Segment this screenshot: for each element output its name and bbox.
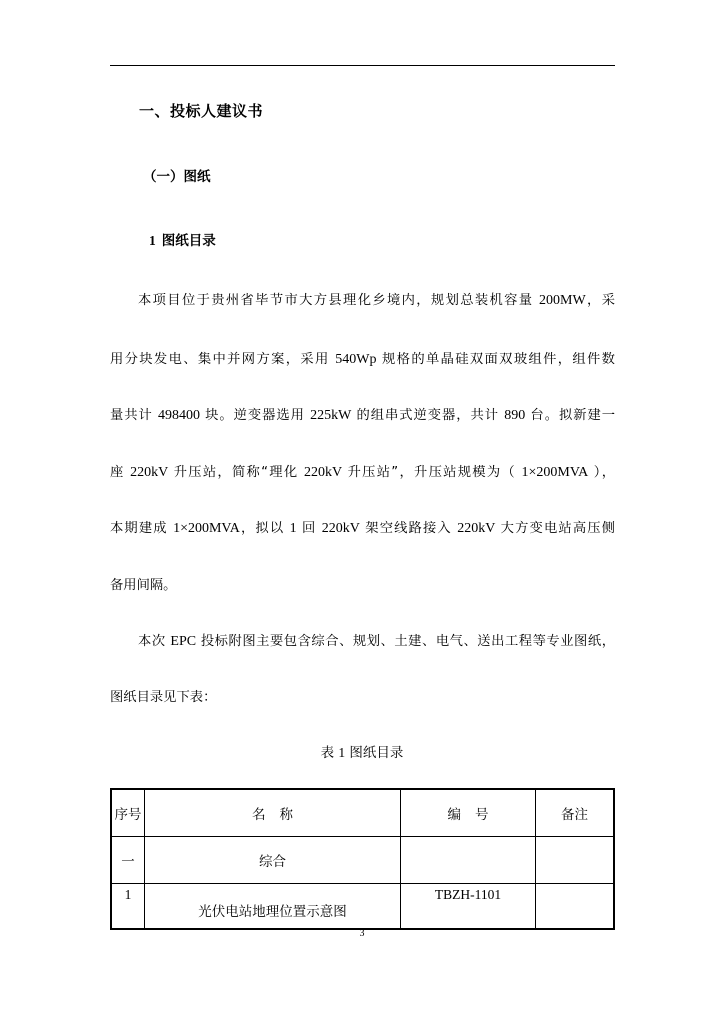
paragraph-line: 图纸目录见下表： xyxy=(110,690,217,705)
row-note xyxy=(536,884,615,930)
page-number: 3 xyxy=(359,928,365,939)
paragraph-line: 本项目位于贵州省毕节市大方县理化乡境内，规划总装机容量 200MW，采 xyxy=(138,293,615,308)
table-section-row xyxy=(111,837,614,884)
header-note: 备注 xyxy=(536,789,615,837)
heading-number: 1 xyxy=(149,233,156,248)
drawing-index-table xyxy=(110,788,615,930)
paragraph-line: 量共计 498400 块。逆变器选用 225kW 的组串式逆变器，共计 890 台。拟新建一 xyxy=(110,408,616,423)
subsubsection-heading xyxy=(149,229,216,249)
paragraph-line: 用分块发电、集中并网方案，采用 540Wp 规格的单晶硅双面双玻组件，组件数 xyxy=(110,352,615,367)
header-name: 名称 xyxy=(145,789,401,837)
section-index: 一 xyxy=(111,837,145,884)
heading-text: 图纸目录 xyxy=(161,233,216,249)
row-index: 1 xyxy=(111,884,145,930)
header-index: 序号 xyxy=(111,789,145,837)
table-header-row xyxy=(111,789,614,837)
row-code: TBZH-1101 xyxy=(401,884,536,930)
section-name: 综合 xyxy=(145,837,401,884)
paragraph-line: 本期建成 1×200MVA，拟以 1 回 220kV 架空线路接入 220kV 大方变电站高压侧 xyxy=(110,521,615,536)
table-caption: 表 1 图纸目录 xyxy=(320,745,404,761)
paragraph-line: 备用间隔。 xyxy=(110,578,177,593)
header-rule xyxy=(110,65,615,66)
table-row xyxy=(111,884,614,930)
paragraph-line: 座 220kV 升压站，简称“理化 220kV 升压站”，升压站规模为（ 1×200MVA ）， xyxy=(110,465,616,480)
row-name: 光伏电站地理位置示意图 xyxy=(145,884,401,930)
section-code xyxy=(401,837,536,884)
section-heading: 一、投标人建议书 xyxy=(139,102,264,120)
paragraph-line: 本次 EPC 投标附图主要包含综合、规划、土建、电气、送出工程等专业图纸， xyxy=(138,634,615,649)
subsection-heading: （一）图纸 xyxy=(143,169,211,185)
section-note xyxy=(536,837,615,884)
header-code: 编号 xyxy=(401,789,536,837)
